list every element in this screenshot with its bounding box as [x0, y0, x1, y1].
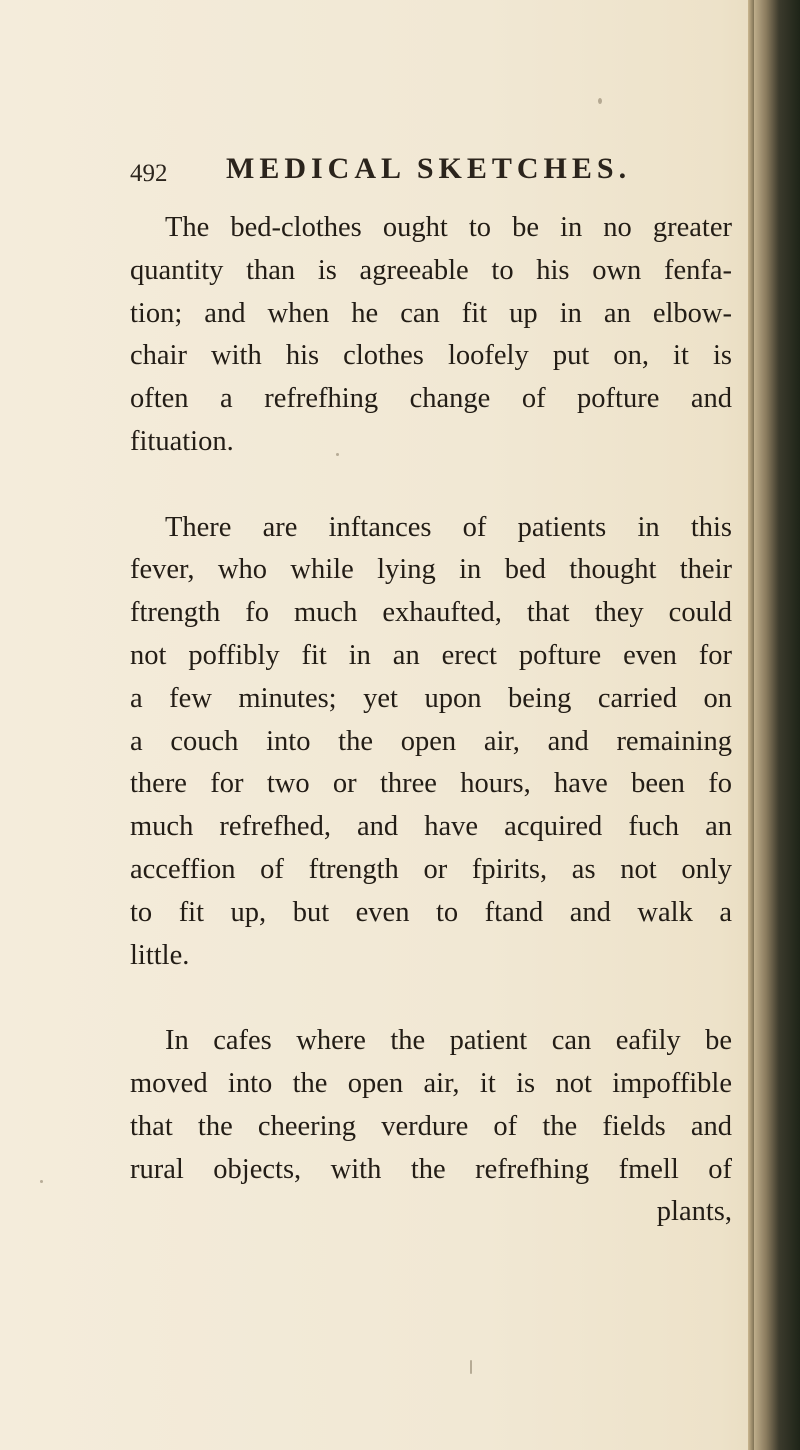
paragraph-3 [130, 1020, 732, 1234]
page-number: 492 [130, 160, 168, 187]
text-line: little. [130, 939, 190, 971]
text-line: acceffion of ftrength or fpirits, as not only [130, 853, 732, 885]
catchword: plants, [656, 1196, 732, 1228]
paragraph-gap [130, 464, 732, 507]
paragraph-2 [130, 507, 732, 978]
text-line: a few minutes; yet upon being carried on [130, 682, 732, 714]
running-head-title: MEDICAL SKETCHES. [226, 152, 632, 185]
text-line: fever, who while lying in bed thought their [130, 554, 732, 586]
text-line: a couch into the open air, and remaining [130, 725, 732, 757]
text-line: fituation. [130, 425, 234, 457]
text-line: tion; and when he can fit up in an elbow- [130, 297, 732, 329]
text-line: chair with his clothes loofely put on, it is [130, 340, 732, 372]
text-line: There are inftances of patients in this [165, 511, 732, 543]
paper-speck [336, 453, 339, 456]
text-line: often a refrefhing change of pofture and [130, 383, 732, 415]
paper-speck [598, 98, 602, 104]
paper-speck [470, 1360, 472, 1374]
text-line: not poffibly fit in an erect pofture even for [130, 639, 732, 671]
text-line: to fit up, but even to ftand and walk a [130, 896, 732, 928]
page-edge [748, 0, 754, 1450]
paper-speck [40, 1180, 43, 1183]
book-gutter-shadow [748, 0, 800, 1450]
text-line: moved into the open air, it is not impoffible [130, 1067, 732, 1099]
text-line: The bed-clothes ought to be in no greater [165, 212, 732, 243]
text-line: quantity than is agreeable to his own fenfa- [130, 254, 732, 286]
paragraph-gap [130, 977, 732, 1020]
text-line: In cafes where the patient can eafily be [165, 1025, 732, 1057]
text-line: ftrength fo much exhaufted, that they could [130, 597, 732, 629]
text-line: rural objects, with the refrefhing fmell of [130, 1153, 732, 1185]
text-line: there for two or three hours, have been fo [130, 768, 732, 800]
text-line: much refrefhed, and have acquired fuch an [130, 811, 732, 843]
paragraph-1 [130, 207, 732, 464]
running-head [130, 152, 690, 192]
body-text [130, 207, 732, 1234]
text-line: that the cheering verdure of the fields and [130, 1110, 732, 1142]
